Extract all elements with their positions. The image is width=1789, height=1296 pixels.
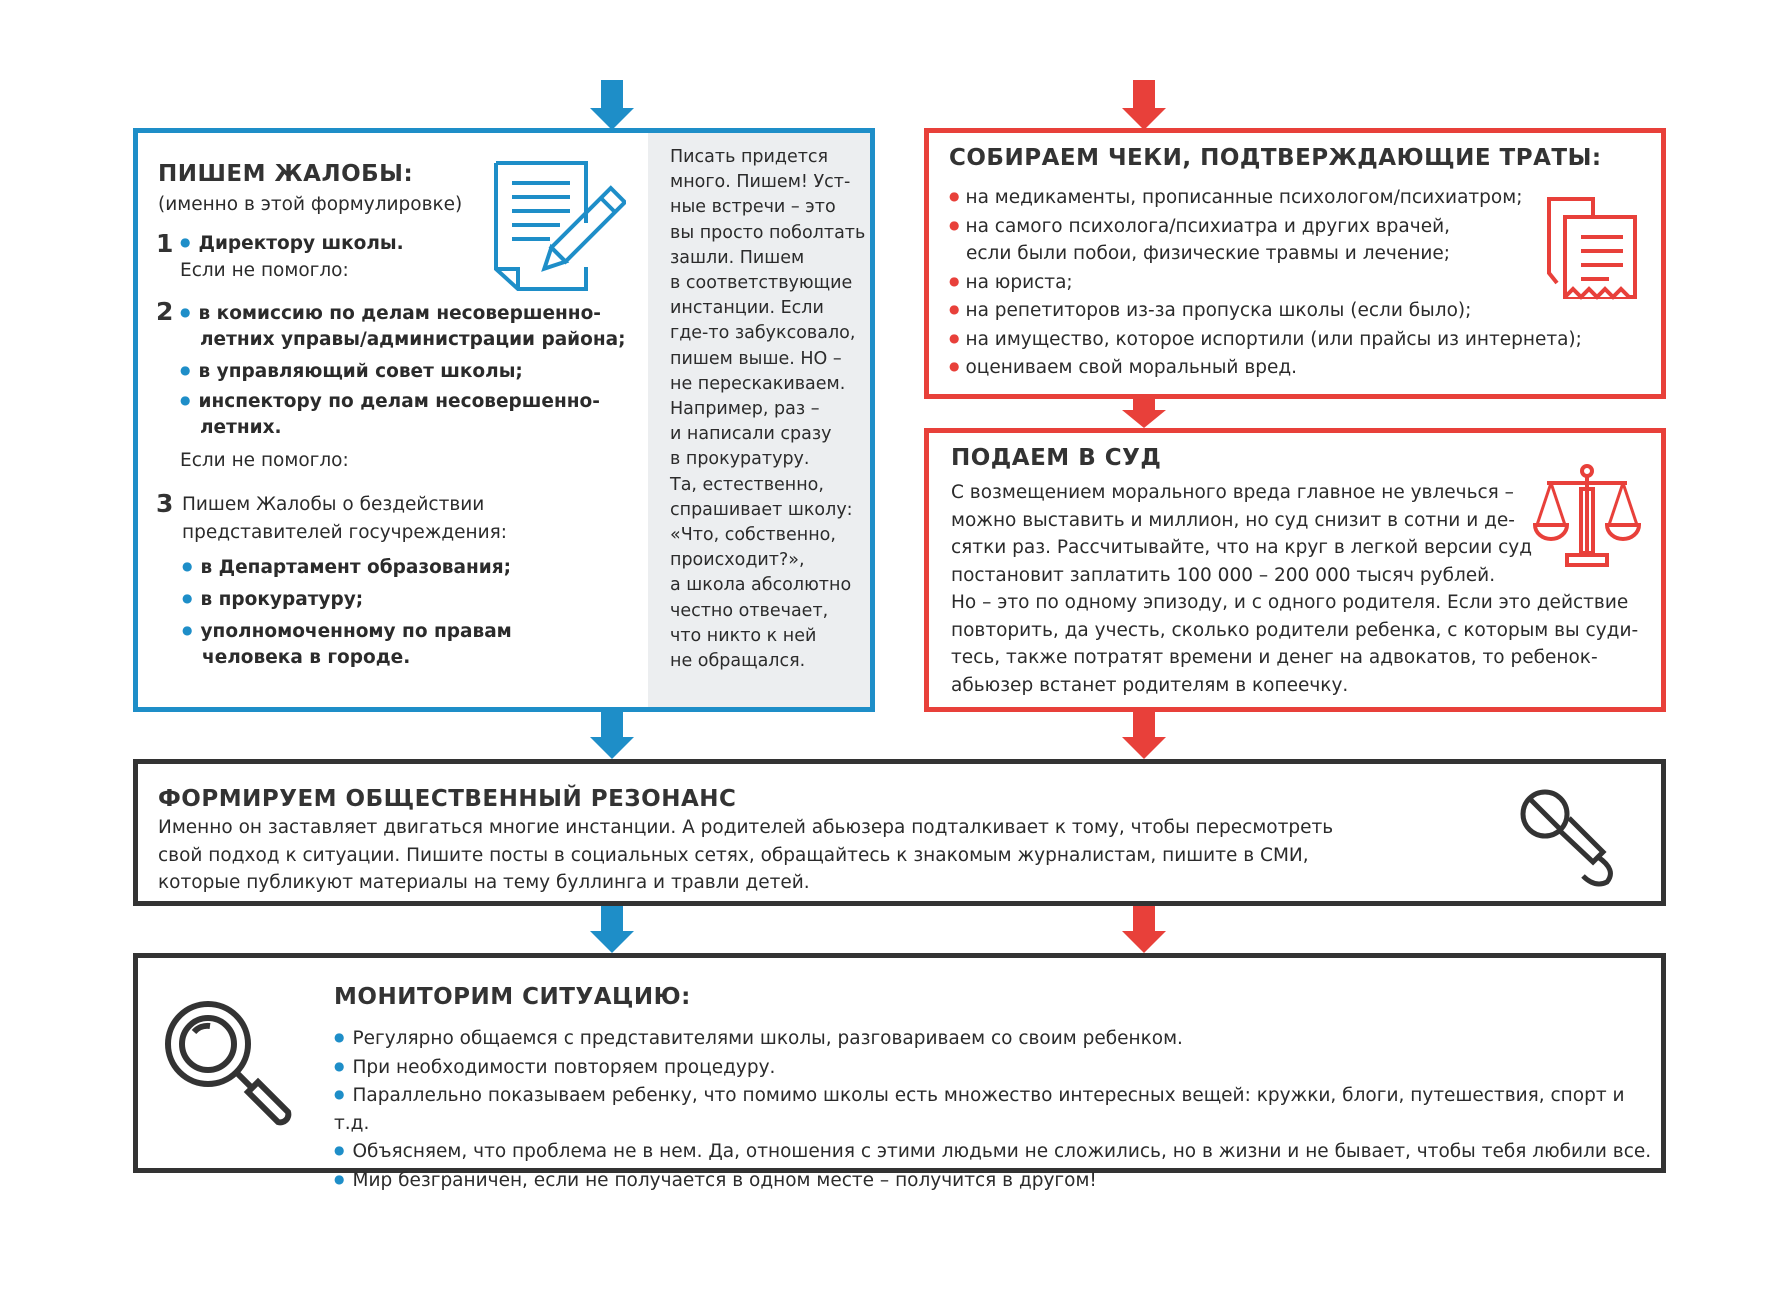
complaints-sidebar	[648, 133, 870, 707]
court-line: можно выставить и миллион, но суд снизит в сотни и де-	[951, 509, 1515, 531]
arrow-down-icon	[590, 80, 634, 130]
scales-icon	[1533, 463, 1641, 571]
monitor-item: ● Объясняем, что проблема не в нем. Да, отношения с этими людьми не сложились, но в жизни и не бывает, чтобы тебя любили все.	[334, 1137, 1661, 1166]
resonance-text	[158, 814, 1333, 897]
step2-note: Если не помогло:	[180, 450, 349, 471]
sidebar-line: где-то забуксовало,	[670, 323, 856, 344]
sidebar-line: Та, естественно,	[670, 474, 824, 495]
step2-item: ● в комиссию по делам несовершенно-	[180, 299, 601, 328]
arrow-down-icon	[590, 711, 634, 759]
receipt-item: ● оцениваем свой моральный вред.	[949, 353, 1582, 382]
sidebar-line: «Что, собственно,	[670, 525, 836, 546]
sidebar-line: в прокуратуру.	[670, 449, 810, 470]
step3-intro: представителей госучреждения:	[182, 522, 508, 543]
arrow-down-icon	[590, 905, 634, 953]
sidebar-line: инстанции. Если	[670, 298, 824, 319]
step2-item-cont: летних.	[200, 417, 282, 438]
step-number: 1	[156, 229, 174, 258]
court-line: тесь, также потратят времени и денег на адвокатов, то ребенок-	[951, 647, 1598, 668]
receipt-item-cont: если были побои, физические травмы и лечение;	[966, 243, 1450, 264]
complaints-title: ПИШЕМ ЖАЛОБЫ:	[158, 161, 414, 187]
step-number: 2	[156, 297, 174, 326]
monitor-item: ● Регулярно общаемся с представителями школы, разговариваем со своим ребенком.	[334, 1024, 1661, 1053]
sidebar-line: вы просто поболтать	[670, 222, 866, 243]
sidebar-line: в соответствующие	[670, 273, 853, 294]
step1-item: ● Директору школы.	[180, 229, 404, 258]
court-line: С возмещением морального вреда главное не увлечься –	[951, 482, 1514, 503]
monitor-item: ● Параллельно показываем ребенку, что помимо школы есть множество интересных вещей: кружки, блоги, путешествия, спорт и т.д.	[334, 1081, 1661, 1137]
receipt-item: ● на медикаменты, прописанные психологом/психиатром;	[949, 183, 1582, 212]
sidebar-line: пишем выше. НО –	[670, 348, 842, 369]
sidebar-line: не обращался.	[670, 651, 806, 672]
arrow-down-icon	[1122, 80, 1166, 130]
court-line: абьюзер встанет родителям в копеечку.	[951, 674, 1349, 696]
resonance-line: Именно он заставляет двигаться многие инстанции. А родителей абьюзера подталкивает к тому, чтобы пересмотреть	[158, 817, 1334, 838]
sidebar-line: Писать придется	[670, 147, 829, 167]
court-line: повторить, да учесть, сколько родители ребенка, с которым вы суди-	[951, 619, 1639, 641]
monitor-title: МОНИТОРИМ СИТУАЦИЮ:	[334, 984, 691, 1010]
receipt-icon	[1543, 193, 1643, 311]
magnifier-icon	[160, 996, 296, 1132]
arrow-down-icon	[1122, 711, 1166, 759]
sidebar-line: и написали сразу	[670, 424, 832, 445]
complaints-box	[133, 128, 875, 712]
complaints-subtitle: (именно в этой формулировке)	[158, 194, 463, 215]
monitor-box	[133, 953, 1666, 1191]
monitor-item: ● При необходимости повторяем процедуру.	[334, 1053, 1661, 1082]
resonance-line: которые публикуют материалы на тему буллинга и травли детей.	[158, 872, 810, 893]
sidebar-text	[670, 145, 865, 674]
receipts-list	[949, 183, 1582, 382]
court-box	[924, 428, 1666, 712]
step3-intro: Пишем Жалобы о бездействии	[182, 494, 485, 515]
microphone-icon	[1515, 784, 1625, 888]
step3-item: ● уполномоченному по правам	[182, 617, 512, 646]
receipt-item: ● на имущество, которое испортили (или прайсы из интернета);	[949, 325, 1582, 354]
step1-note: Если не помогло:	[180, 260, 349, 281]
receipt-item: ● на репетиторов из-за пропуска школы (если было);	[949, 296, 1582, 325]
arrow-down-icon	[1122, 905, 1166, 953]
step2-item: ● в управляющий совет школы;	[180, 357, 523, 386]
step2-item: ● инспектору по делам несовершенно-	[180, 387, 600, 416]
court-line: постановит заплатить 100 000 – 200 000 тысяч рублей.	[951, 564, 1496, 586]
step3-item-cont: человека в городе.	[202, 647, 411, 668]
sidebar-line: много. Пишем! Уст-	[670, 172, 851, 193]
step3-item: ● в Департамент образования;	[182, 553, 511, 582]
resonance-line: свой подход к ситуации. Пишите посты в социальных сетях, обращайтесь к знакомым журналистам, пишите в СМИ,	[158, 844, 1309, 866]
court-line: сятки раз. Рассчитывайте, что на круг в легкой версии суд	[951, 537, 1533, 558]
receipt-item: ● на самого психолога/психиатра и других врачей,	[949, 212, 1582, 241]
monitor-list	[334, 1024, 1661, 1194]
receipts-title: СОБИРАЕМ ЧЕКИ, ПОДТВЕРЖДАЮЩИЕ ТРАТЫ:	[949, 145, 1602, 171]
sidebar-line: происходит?»,	[670, 550, 805, 571]
sidebar-line: а школа абсолютно	[670, 575, 852, 596]
court-title: ПОДАЕМ В СУД	[951, 445, 1162, 471]
step3-item: ● в прокуратуру;	[182, 585, 363, 614]
sidebar-line: спрашивает школу:	[670, 499, 853, 520]
sidebar-line: честно отвечает,	[670, 600, 829, 621]
court-line: Но – это по одному эпизоду, и с одного родителя. Если это действие	[951, 592, 1629, 613]
arrow-down-icon	[1122, 398, 1166, 428]
sidebar-line: ные встречи – это	[670, 197, 836, 218]
resonance-title: ФОРМИРУЕМ ОБЩЕСТВЕННЫЙ РЕЗОНАНС	[158, 786, 737, 812]
sidebar-line: Например, раз –	[670, 399, 820, 420]
step2-item-cont: летних управы/администрации района;	[200, 329, 626, 350]
sidebar-line: зашли. Пишем	[670, 247, 805, 268]
sidebar-line: что никто к ней	[670, 625, 817, 646]
document-pen-icon	[490, 159, 626, 293]
monitor-item: ● Мир безграничен, если не получается в одном месте – получится в другом!	[334, 1166, 1661, 1195]
sidebar-line: не перескакиваем.	[670, 373, 846, 394]
receipts-box	[924, 128, 1666, 399]
receipt-item: ● на юриста;	[949, 268, 1582, 297]
step-number: 3	[156, 489, 174, 518]
resonance-box	[133, 759, 1666, 906]
